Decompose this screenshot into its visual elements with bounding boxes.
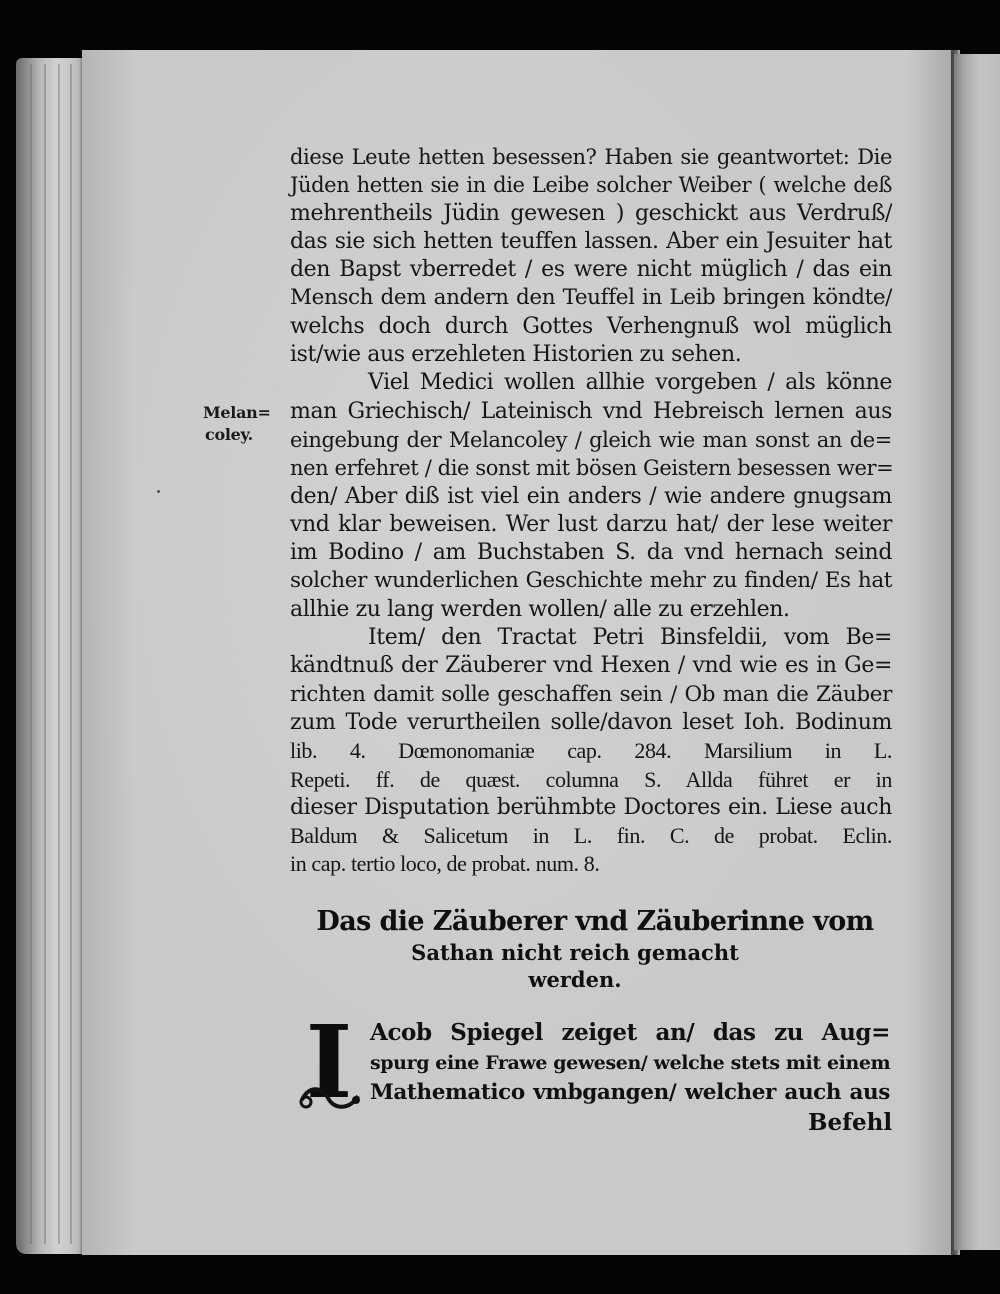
- page-edge-line: [70, 64, 72, 1244]
- text-line: Repeti. ff. de quæst. columna S. Allda führet er in: [290, 766, 892, 792]
- paper-speck: [157, 490, 160, 493]
- text-line: man Griechisch/ Lateinisch vnd Hebreisch lernen aus: [290, 398, 892, 424]
- text-line: nen erfehret / die sonst mit bösen Geistern besessen wer=: [290, 456, 894, 481]
- body-text: [290, 143, 892, 879]
- heading-line: Das die Zäuberer vnd Zäuberinne vom: [316, 906, 874, 937]
- text-line: ist/wie aus erzehleten Historien zu sehen.: [290, 342, 742, 368]
- text-line: mehrentheils Jüdin gewesen ) geschickt aus Verdruß/: [290, 200, 892, 226]
- text-line: lib. 4. Dœmonomaniæ cap. 284. Marsilium in L.: [290, 738, 892, 764]
- text-line: Mathematico vmbgangen/ welcher auch aus: [370, 1080, 890, 1105]
- page-edge-stack: [16, 58, 86, 1254]
- text-line: den Bapst vberredet / es were nicht müglich / das ein: [290, 257, 892, 283]
- text-line: Baldum & Salicetum in L. fin. C. de probat. Eclin.: [290, 823, 892, 849]
- text-line: Acob Spiegel zeiget an/ das zu Aug=: [370, 1019, 890, 1046]
- text-line: Mensch dem andern den Teuffel in Leib bringen köndte/: [290, 285, 892, 311]
- text-line: in cap. tertio loco, de probat. num. 8.: [290, 851, 600, 877]
- text-line: Jüden hetten sie in die Leibe solcher Weiber ( welche deß: [290, 173, 892, 198]
- text-line: richten damit solle geschaffen sein / Ob man die Zäuber: [290, 681, 892, 707]
- margin-note: [203, 402, 271, 446]
- margin-note-line: Melan=: [203, 403, 271, 422]
- initial-flourish-icon: [298, 1082, 364, 1112]
- page-edge-line: [44, 64, 46, 1244]
- text-line: eingebung der Melancoley / gleich wie man sonst an de=: [290, 427, 892, 452]
- section-heading: [300, 905, 890, 993]
- page-edge-line: [58, 64, 60, 1244]
- text-line: solcher wunderlichen Geschichte mehr zu finden/ Es hat: [290, 568, 892, 594]
- facing-page-edge: [954, 54, 1000, 1250]
- text-line: im Bodino / am Buchstaben S. da vnd hernach seind: [290, 540, 892, 566]
- text-line: Viel Medici wollen allhie vorgeben / als könne: [368, 370, 892, 396]
- text-line: den/ Aber diß ist viel ein anders / wie andere gnugsam: [290, 483, 892, 509]
- heading-line: werden.: [528, 967, 622, 992]
- text-line: allhie zu lang werden wollen/ alle zu erzehlen.: [290, 596, 790, 622]
- text-line: vnd klar beweisen. Wer lust darzu hat/ der lese weiter: [290, 511, 892, 537]
- decorated-initial: I: [305, 1003, 353, 1121]
- text-line: spurg eine Frawe gewesen/ welche stets mit einem: [370, 1052, 891, 1074]
- text-line: welchs doch durch Gottes Verhengnuß wol müglich: [290, 313, 892, 339]
- page-edge-line: [30, 64, 32, 1244]
- text-line: diese Leute hetten besessen? Haben sie geantwortet: Die: [290, 145, 892, 169]
- catchword: Befehl: [808, 1109, 893, 1136]
- text-line: das sie sich hetten teuffen lassen. Aber ein Jesuiter hat: [290, 228, 892, 254]
- heading-line: Sathan nicht reich gemacht: [411, 940, 739, 965]
- text-line: kändtnuß der Zäuberer vnd Hexen / vnd wie es in Ge=: [290, 653, 892, 679]
- paragraph-two: [370, 1018, 890, 1108]
- text-line: zum Tode verurtheilen solle/davon leset Ioh. Bodinum: [290, 709, 892, 735]
- text-line: Item/ den Tractat Petri Binsfeldii, vom Be=: [368, 625, 892, 651]
- text-line: dieser Disputation berühmbte Doctores ein. Liese auch: [290, 794, 892, 820]
- margin-note-line: coley.: [205, 425, 253, 444]
